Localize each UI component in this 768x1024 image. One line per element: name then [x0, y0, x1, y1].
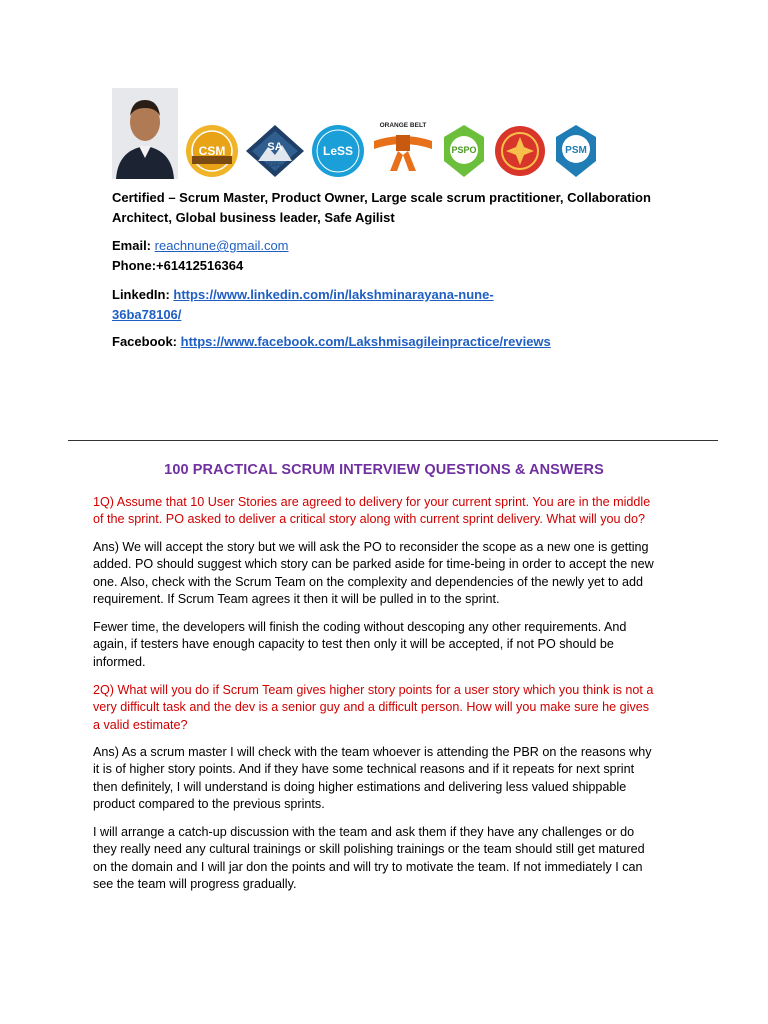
document-title: 100 PRACTICAL SCRUM INTERVIEW QUESTIONS & ANSWERS: [164, 462, 604, 478]
red-badge-icon: [492, 123, 548, 179]
answer-1: [93, 539, 683, 609]
text-line: I will arrange a catch-up discussion with the team and ask them if they have any challenges or do: [93, 825, 635, 839]
pspo-badge-icon: [440, 123, 488, 179]
svg-text:PSM: PSM: [565, 145, 587, 156]
text-line: Ans) As a scrum master I will check with the team whoever is attending the PBR on the reasons why: [93, 745, 652, 759]
certified-line-1: Certified – Scrum Master, Product Owner, Large scale scrum practitioner, Collaboration: [112, 190, 651, 205]
svg-text:SA: SA: [267, 141, 283, 153]
text-line: requirement. If Scrum Team agrees it then it will be pulled in to the sprint.: [93, 592, 500, 607]
answer-2: [93, 744, 683, 814]
svg-text:PSPO: PSPO: [451, 145, 477, 155]
text-line: product compared to the previous sprints.: [93, 797, 325, 812]
less-badge-icon: [310, 123, 366, 179]
certified-line-2: Architect, Global business leader, Safe Agilist: [112, 210, 395, 225]
linkedin-link-cont[interactable]: 36ba78106/: [112, 307, 182, 322]
text-line: on the domain and I will jar don the points and will try to motivate the team. If not immediately I can: [93, 859, 643, 874]
linkedin-label: LinkedIn:: [112, 287, 170, 302]
email-label: Email:: [112, 238, 152, 253]
facebook-link[interactable]: https://www.facebook.com/Lakshmisagileinpractice/reviews: [180, 334, 551, 349]
email-link[interactable]: reachnune@gmail.com: [154, 238, 289, 253]
svg-text:SAFe: SAFe: [267, 163, 283, 169]
badge-row: [112, 87, 604, 179]
question-2: [93, 682, 683, 734]
orange-belt-badge-icon: [370, 119, 436, 179]
text-line: 2Q) What will you do if Scrum Team gives higher story points for a user story which you think is not a: [93, 683, 654, 697]
text-line: it is of higher story points. And if they have some technical reasons and if it repeats for next sprint: [93, 762, 635, 777]
text-line: again, if testers have enough capacity to test then only it will be accepted, if not PO should be: [93, 637, 614, 652]
text-line: informed.: [93, 654, 146, 669]
text-line: they really need any cultural trainings or skill polishing trainings or the team should still get matured: [93, 842, 645, 857]
answer-2-continued: [93, 824, 683, 894]
svg-text:LeSS: LeSS: [322, 144, 354, 158]
svg-text:ORANGE BELT: ORANGE BELT: [379, 122, 427, 129]
answer-1-continued: [93, 619, 683, 671]
text-line: a valid estimate?: [93, 717, 188, 732]
text-line: 1Q) Assume that 10 User Stories are agreed to delivery for your current sprint. You are in the middle: [93, 495, 651, 509]
svg-text:CSM: CSM: [198, 144, 226, 158]
text-line: very difficult task and the dev is a senior guy and a difficult person. How will you make sure he gives: [93, 700, 650, 715]
text-line: of the sprint. PO asked to deliver a critical story along with current sprint delivery. What will you do?: [93, 512, 646, 527]
linkedin-block: [112, 285, 712, 325]
profile-photo: [112, 88, 178, 179]
question-1: [93, 494, 683, 529]
text-line: added. PO should suggest which story can be parked aside for time-being in order to accept the new: [93, 557, 654, 572]
phone-text: Phone:+61412516364: [112, 258, 244, 273]
divider: [68, 440, 718, 441]
text-line: Ans) We will accept the story but we will ask the PO to reconsider the scope as a new one is getting: [93, 540, 649, 554]
facebook-block: [112, 332, 712, 352]
linkedin-link[interactable]: https://www.linkedin.com/in/lakshminarayana-nune-: [173, 287, 494, 302]
text-line: Fewer time, the developers will finish the coding without descoping any other requirements. And: [93, 620, 627, 634]
csm-badge-icon: [184, 123, 240, 179]
contact-block: [112, 236, 712, 276]
safe-sa-badge-icon: [244, 123, 306, 179]
text-line: one. Also, check with the Scrum Team on the complexity and dependencies of the newly yet to add: [93, 574, 644, 589]
text-line: see the team will progress gradually.: [93, 877, 297, 892]
certifications-text: [112, 188, 712, 228]
facebook-label: Facebook:: [112, 334, 178, 349]
text-line: then definitely, I will understand is doing higher estimations and delivering less valued shippable: [93, 779, 627, 794]
psm-badge-icon: [552, 123, 600, 179]
